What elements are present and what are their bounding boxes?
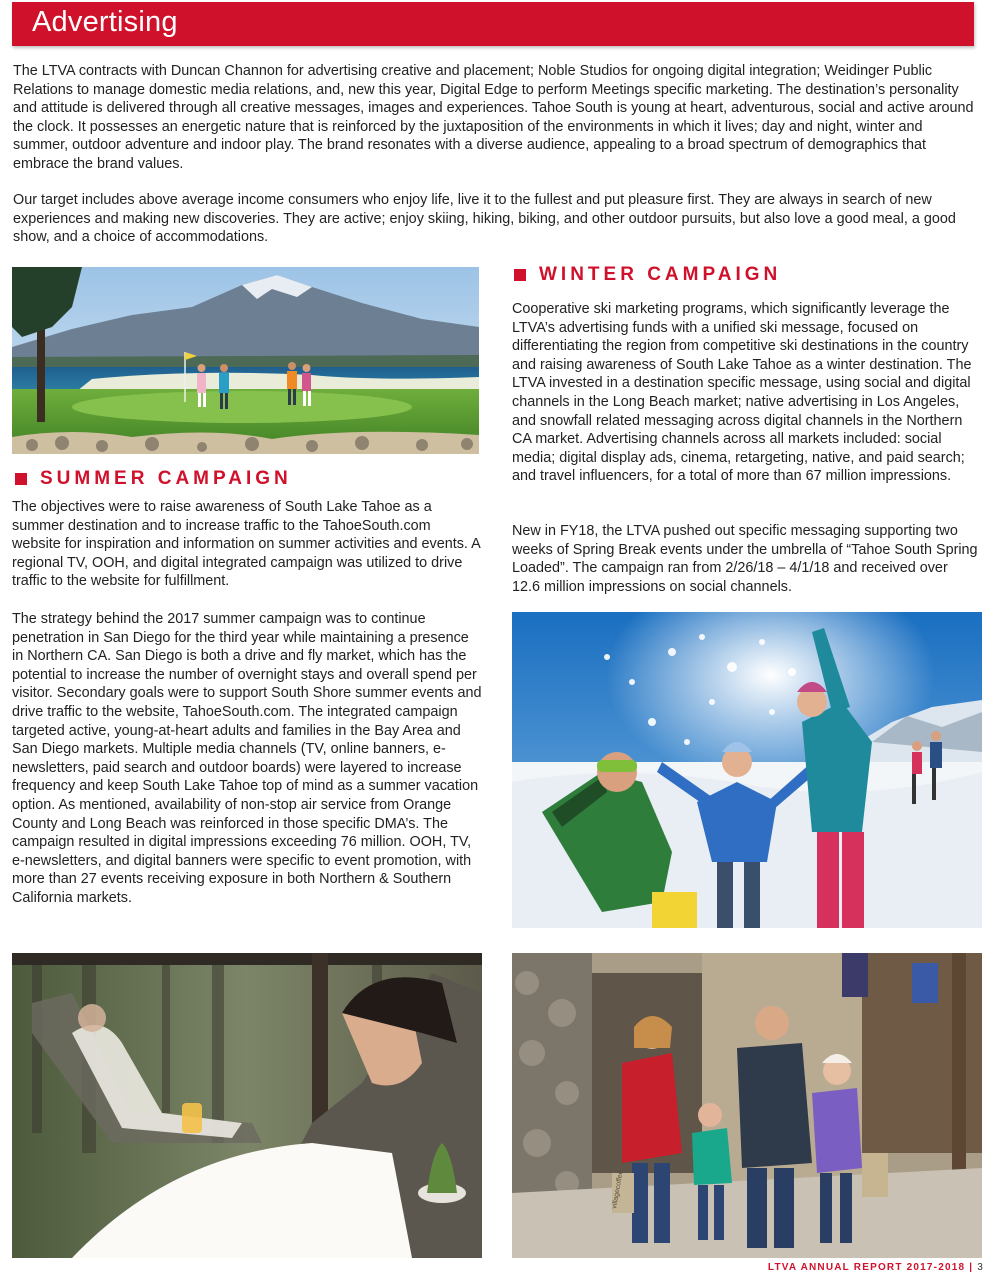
page-number: 3	[977, 1262, 984, 1273]
heading-square-icon	[15, 473, 27, 485]
snow-play-photo	[512, 612, 982, 928]
winter-paragraph-2: New in FY18, the LTVA pushed out specific messaging supporting two weeks of Spring Break events under the umbrella of “Tahoe South Spring Loaded”. The campaign ran from 2/26/18 – 4/1/18 and received over 12.6 million impressions on social channels.	[512, 523, 978, 595]
section-header-bar	[12, 2, 974, 46]
footer-separator: |	[969, 1262, 974, 1273]
shopping-bag-label: villagecoffee	[611, 1169, 625, 1210]
page-title: Advertising	[32, 6, 178, 38]
intro-paragraph-2: Our target includes above average income consumers who enjoy life, live it to the fullest and put pleasure first. They are always in search of new experiences and making new discoveries. They are active; enjoy skiing, hiking, biking, and other outdoor pursuits, but also love a good meal, a good show, and a choice of accommodations.	[13, 192, 956, 246]
golf-lake-photo	[12, 267, 479, 454]
summer-paragraph-1: The objectives were to raise awareness of South Lake Tahoe as a summer destination and to increase traffic to the TahoeSouth.com website for inspiration and information on summer activities and events. A regional TV, OOH, and digital integrated campaign was utilized to drive traffic to the website for fulfillment.	[12, 499, 480, 590]
summer-heading-text: SUMMER CAMPAIGN	[40, 468, 292, 489]
winter-heading-text: WINTER CAMPAIGN	[539, 264, 782, 285]
family-shopping-photo	[512, 953, 982, 1258]
summer-campaign-heading	[15, 468, 292, 490]
heading-square-icon	[514, 269, 526, 281]
page-footer	[768, 1262, 984, 1273]
intro-paragraph-1: The LTVA contracts with Duncan Channon for advertising creative and placement; Noble Studios for ongoing digital integration; Weidinger Public Relations to manage domestic media relations, and, new this year, Digital Edge to perform Meetings specific marketing. The destination’s personality and attitude is delivered through all creative messages, images and experiences. Tahoe South is young at heart, adventurous, social and active around the clock. It possesses an energetic nature that is reinforced by the juxtaposition of the environments in which it lives; day and night, winter and summer, outdoor adventure and indoor play. The brand resonates with a diverse audience, appealing to a broad spectrum of demographics that embrace the brand values.	[13, 63, 974, 172]
winter-paragraph-1: Cooperative ski marketing programs, which significantly leverage the LTVA’s advertising funds with a unified ski message, focused on differentiating the region from competitive ski destinations in the country and raising awareness of South Lake Tahoe as a winter destination. The LTVA invested in a destination specific message, using social and digital channels in the Long Beach market; native advertising in Los Angeles, and snowfall related messaging across digital channels in the Northern CA market. Advertising channels across all markets included: social media; digital display ads, cinema, retargeting, native, and paid search; and travel influencers, for a total of more than 67 million impressions.	[512, 301, 972, 485]
summer-paragraph-2: The strategy behind the 2017 summer campaign was to continue penetration in San Diego for the third year while maintaining a presence in Northern CA. San Diego is both a drive and fly market, which has the potential to increase the number of overnight stays and overall spend per visitor. Secondary goals were to support South Shore summer events and drive traffic to the website, TahoeSouth.com. The integrated campaign targeted active, young-at-heart adults and families in the Bay Area and San Diego markets. Multiple media channels (TV, online banners, e-newsletters, paid search and outdoor boards) were layered to increase frequency and keep South Lake Tahoe top of mind as a summer vacation option. As mentioned, availability of non-stop air service from Orange County and Long Beach was reinforced in those specific DMA’s. The campaign resulted in digital impressions exceeding 76 million. OOH, TV, e-newsletters, and digital banners were specific to event promotion, with more than 27 events receiving exposure in both Northern & Southern California markets.	[12, 611, 482, 906]
spa-relaxation-photo	[12, 953, 482, 1258]
footer-label: LTVA ANNUAL REPORT 2017-2018	[767, 1262, 966, 1273]
winter-campaign-heading	[514, 264, 781, 286]
